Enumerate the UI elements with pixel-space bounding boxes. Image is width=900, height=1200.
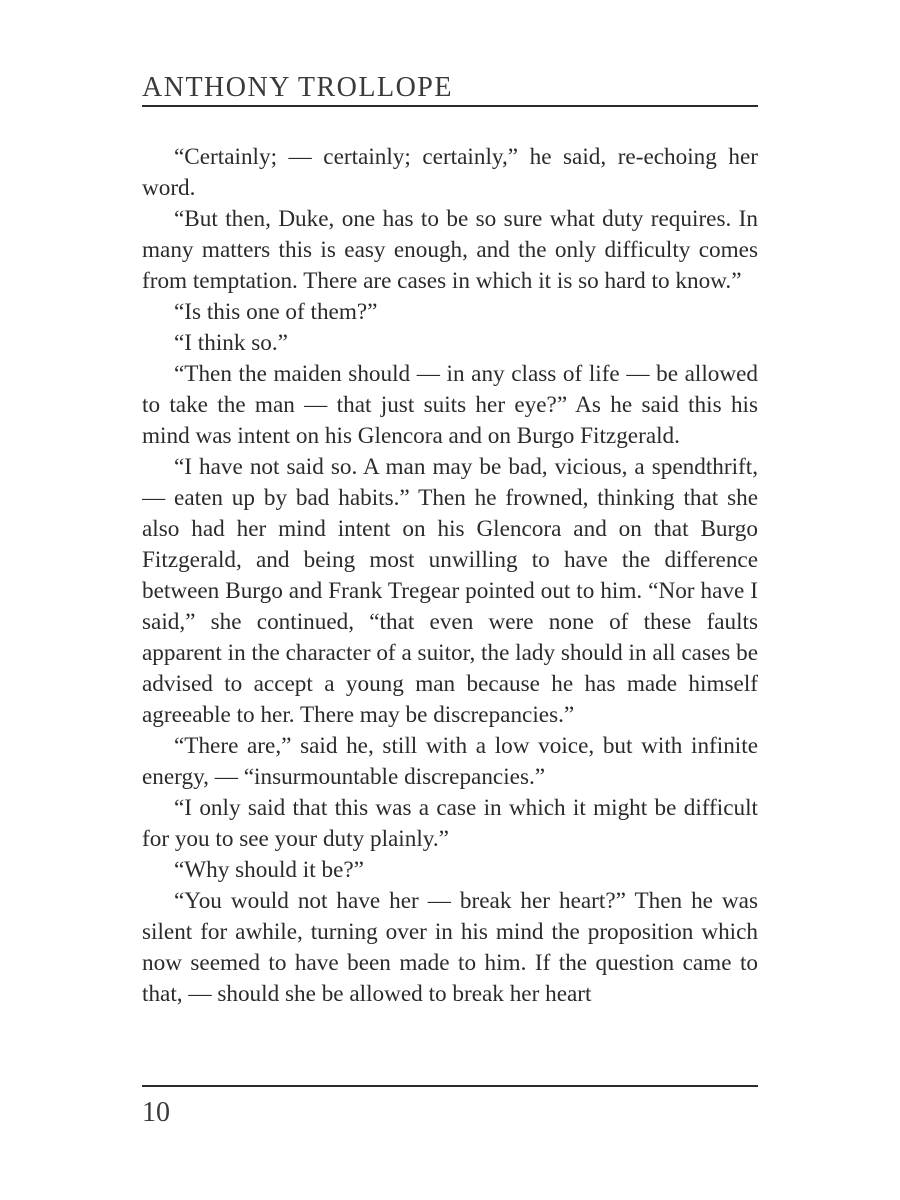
paragraph: “Then the maiden should — in any class of life — be allowed to take the man — that just suits her eye?” As he said this his mind was intent on his Glencora and on Burgo Fitzgerald. [142,361,758,449]
paragraph: “You would not have her — break her heart?” Then he was silent for awhile, turning over in his mind the proposition which now seemed to have been made to him. If the question came to that, — should she be allowed to break her heart [142,888,758,1007]
paragraph: “Certainly; — certainly; certainly,” he said, re-echoing her word. [142,144,758,201]
running-head-title: ANTHONY TROLLOPE [142,72,453,103]
paragraph: “Why should it be?” [174,857,364,883]
running-head [142,68,758,108]
header-rule [142,105,758,107]
paragraph: “I only said that this was a case in which it might be difficult for you to see your duty plainly.” [142,795,758,852]
body-text [142,142,758,1052]
paragraph: “Is this one of them?” [174,299,378,325]
paragraph: “I have not said so. A man may be bad, vicious, a spendthrift, — eaten up by bad habits.” Then he frowned, thinking that she also had her mind intent on his Glencora and on that Burgo Fitzgerald, and being most unwilling to have the difference between Burgo and Frank Tregear pointed out to him. “Nor have I said,” she continued, “that even were none of these faults apparent in the character of a suitor, the lady should in all cases be advised to accept a young man because he has made himself agreeable to her. There may be discrepancies.” [142,454,758,728]
paragraph: “I think so.” [174,330,288,356]
paragraph: “There are,” said he, still with a low voice, but with infinite energy, — “insurmountable discrepancies.” [142,733,758,790]
paragraph: “But then, Duke, one has to be so sure what duty requires. In many matters this is easy enough, and the only difficulty comes from temptation. There are cases in which it is so hard to know.” [142,206,758,294]
page-number: 10 [142,1097,170,1128]
footer-rule [142,1085,758,1087]
